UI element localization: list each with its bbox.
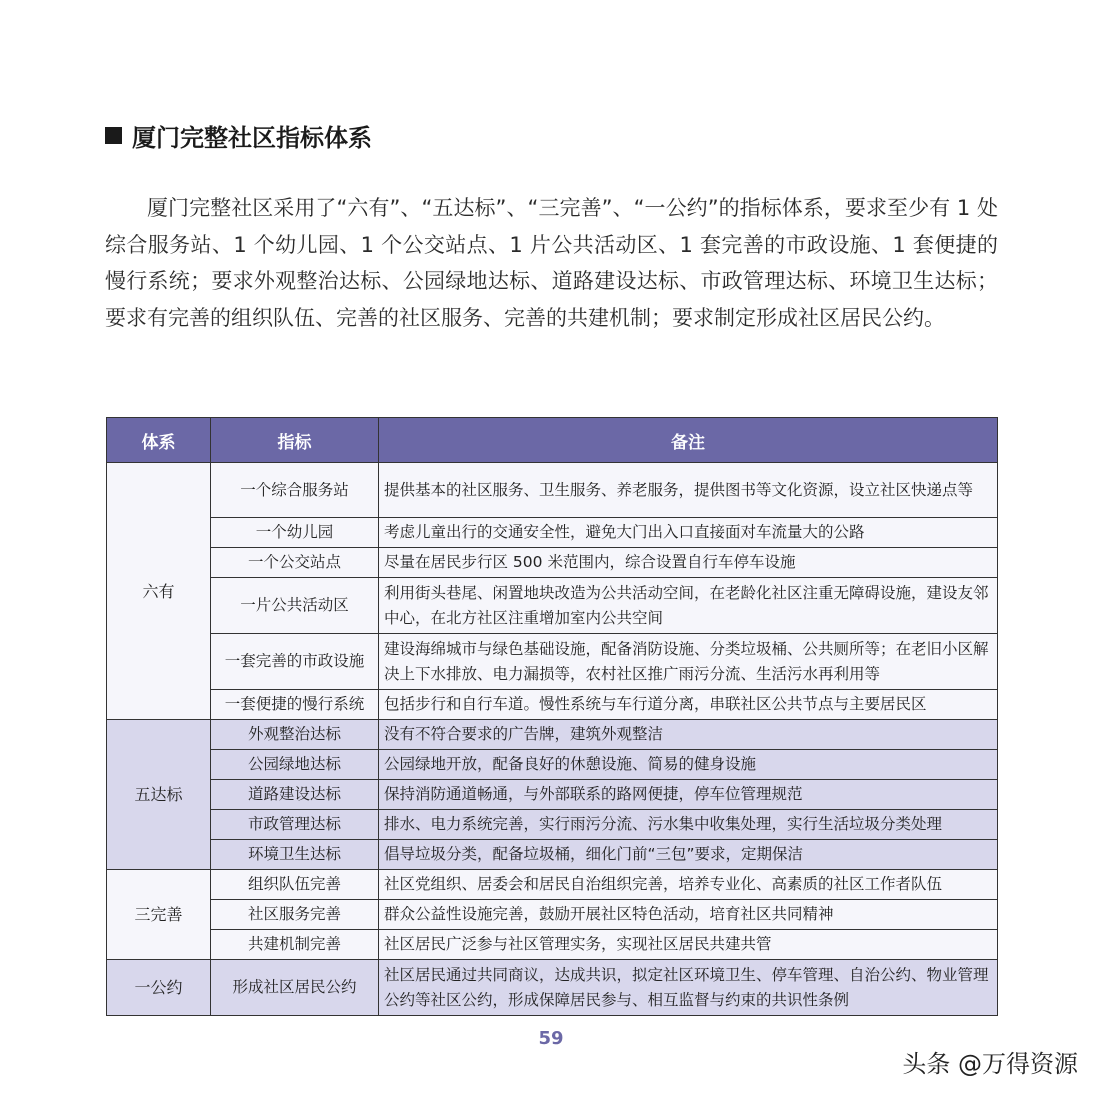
system-cell: 一公约 [107, 960, 211, 1016]
note-cell: 建设海绵城市与绿色基础设施，配备消防设施、分类垃圾桶、公共厕所等；在老旧小区解决上下水排放、电力漏损等，农村社区推广雨污分流、生活污水再利用等 [379, 634, 998, 690]
note-cell: 社区居民广泛参与社区管理实务，实现社区居民共建共管 [379, 930, 998, 960]
indicator-cell: 共建机制完善 [211, 930, 379, 960]
system-cell: 三完善 [107, 870, 211, 960]
note-cell: 利用街头巷尾、闲置地块改造为公共活动空间，在老龄化社区注重无障碍设施，建设友邻中心，在北方社区注重增加室内公共空间 [379, 578, 998, 634]
note-cell: 公园绿地开放，配备良好的休憩设施、简易的健身设施 [379, 750, 998, 780]
note-cell: 考虑儿童出行的交通安全性，避免大门出入口直接面对车流量大的公路 [379, 518, 998, 548]
indicator-cell: 一片公共活动区 [211, 578, 379, 634]
header-indicator: 指标 [211, 418, 379, 463]
system-cell: 六有 [107, 463, 211, 720]
table-row [107, 463, 998, 518]
indicator-cell: 一个幼儿园 [211, 518, 379, 548]
note-cell: 社区党组织、居委会和居民自治组织完善，培养专业化、高素质的社区工作者队伍 [379, 870, 998, 900]
table-row [107, 578, 998, 634]
indicator-cell: 道路建设达标 [211, 780, 379, 810]
table-header-row [107, 418, 998, 463]
page-number: 59 [538, 1028, 564, 1049]
header-system: 体系 [107, 418, 211, 463]
note-cell: 保持消防通道畅通，与外部联系的路网便捷，停车位管理规范 [379, 780, 998, 810]
table-row [107, 840, 998, 870]
table-row [107, 810, 998, 840]
indicator-cell: 外观整治达标 [211, 720, 379, 750]
header-note: 备注 [379, 418, 998, 463]
note-cell: 尽量在居民步行区 500 米范围内，综合设置自行车停车设施 [379, 548, 998, 578]
indicator-cell: 一个公交站点 [211, 548, 379, 578]
indicator-cell: 社区服务完善 [211, 900, 379, 930]
indicator-cell: 市政管理达标 [211, 810, 379, 840]
indicator-cell: 环境卫生达标 [211, 840, 379, 870]
indicator-cell: 形成社区居民公约 [211, 960, 379, 1016]
note-cell: 没有不符合要求的广告牌，建筑外观整洁 [379, 720, 998, 750]
indicator-cell: 一套便捷的慢行系统 [211, 690, 379, 720]
heading-text: 厦门完整社区指标体系 [132, 124, 372, 152]
section-heading [105, 118, 372, 153]
table-row [107, 518, 998, 548]
note-cell: 群众公益性设施完善，鼓励开展社区特色活动，培育社区共同精神 [379, 900, 998, 930]
indicator-cell: 公园绿地达标 [211, 750, 379, 780]
note-cell: 提供基本的社区服务、卫生服务、养老服务，提供图书等文化资源，设立社区快递点等 [379, 463, 998, 518]
table-row [107, 900, 998, 930]
note-cell: 社区居民通过共同商议，达成共识，拟定社区环境卫生、停车管理、自治公约、物业管理公约等社区公约，形成保障居民参与、相互监督与约束的共识性条例 [379, 960, 998, 1016]
table-row [107, 930, 998, 960]
note-cell: 包括步行和自行车道。慢性系统与车行道分离，串联社区公共节点与主要居民区 [379, 690, 998, 720]
table-row [107, 548, 998, 578]
intro-paragraph: 厦门完整社区采用了“六有”、“五达标”、“三完善”、“一公约”的指标体系，要求至少有 1 处综合服务站、1 个幼儿园、1 个公交站点、1 片公共活动区、1 套完善的市政设施、1 套便捷的慢行系统；要求外观整治达标、公园绿地达标、道路建设达标、市政管理达标、环境卫生达标；要求有完善的组织队伍、完善的社区服务、完善的共建机制；要求制定形成社区居民公约。 [105, 196, 998, 330]
table-row [107, 870, 998, 900]
table-row [107, 750, 998, 780]
table-row [107, 634, 998, 690]
watermark: 头条 @万得资源 [902, 1050, 1078, 1078]
indicator-cell: 一个综合服务站 [211, 463, 379, 518]
note-cell: 倡导垃圾分类，配备垃圾桶，细化门前“三包”要求，定期保洁 [379, 840, 998, 870]
square-bullet-icon [105, 127, 122, 144]
table-row [107, 780, 998, 810]
indicator-cell: 组织队伍完善 [211, 870, 379, 900]
system-cell: 五达标 [107, 720, 211, 870]
indicator-cell: 一套完善的市政设施 [211, 634, 379, 690]
table-row [107, 960, 998, 1016]
note-cell: 排水、电力系统完善，实行雨污分流、污水集中收集处理，实行生活垃圾分类处理 [379, 810, 998, 840]
indicator-table [106, 417, 998, 1016]
table-row [107, 690, 998, 720]
table-row [107, 720, 998, 750]
